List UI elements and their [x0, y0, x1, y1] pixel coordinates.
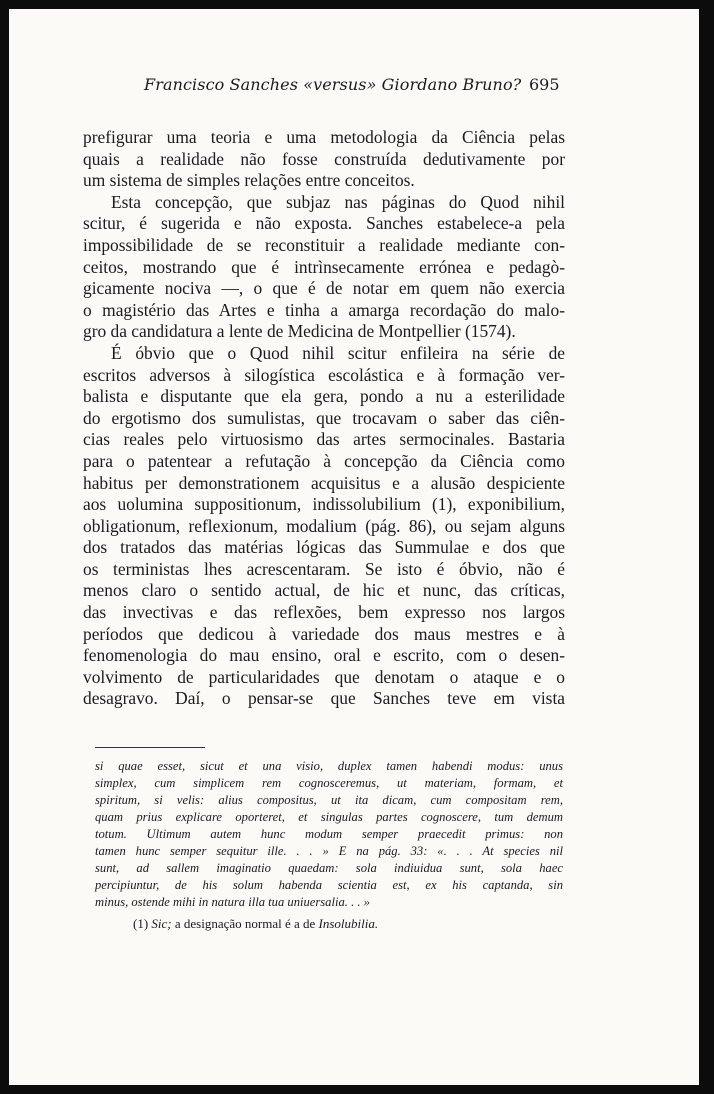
body-line: os terministas lhes acrescentaram. Se isto é óbvio, não é	[83, 558, 565, 579]
body-line: cias reales pelo virtuosismo das artes sermocinales. Bastaria	[83, 429, 565, 450]
body-line: scitur, é sugerida e não exposta. Sanches estabelece-a pela	[83, 213, 565, 234]
body-line: escritos adversos à silogística escolástica e à formação ver-	[83, 364, 565, 385]
body-line: desagravo. Daí, o pensar-se que Sanches teve em vista	[83, 688, 565, 709]
note-line: sunt, ad sallem imaginatio quaedam: sola indiuidua sunt, sola haec	[95, 861, 563, 875]
body-line: gro da candidatura a lente de Medicina de Montpellier (1574).	[83, 321, 516, 342]
page-number: 695	[529, 75, 560, 94]
footnote-sic: Sic;	[151, 916, 172, 931]
body-line: menos claro o sentido actual, de hic et nunc, das críticas,	[83, 580, 565, 601]
body-line: das invectivas e das reflexões, bem expresso nos largos	[83, 602, 565, 623]
body-line: Esta concepção, que subjaz nas páginas do Quod nihil	[111, 191, 565, 212]
running-title: Francisco Sanches «versus» Giordano Bruno?	[144, 75, 522, 94]
note-line: tamen hunc semper sequitur ille. . . » E na pág. 33: «. . . At species nil	[95, 844, 563, 858]
body-line: prefigurar uma teoria e uma metodologia da Ciência pelas	[83, 127, 565, 147]
footnote-divider	[95, 747, 205, 748]
body-line: obligationum, reflexionum, modalium (pág. 86), ou sejam alguns	[83, 515, 565, 536]
footnote-marker: (1)	[133, 916, 149, 931]
body-line: aos uolumina suppositionum, indissolubilium (1), exponibilium,	[83, 494, 565, 515]
note-line: si quae esset, sicut et una visio, duplex tamen habendi modus: unus	[95, 759, 563, 773]
footnote-1	[95, 915, 563, 932]
body-line: fenomenologia do mau ensino, oral e escrito, com o desen-	[83, 645, 565, 666]
body-line: gicamente nociva —, o que é de notar em quem não exercia	[83, 278, 565, 299]
body-line: habitus per demonstrationem acquisitus e a alusão despiciente	[83, 472, 565, 493]
body-text	[83, 127, 565, 710]
body-line: volvimento de particularidades que denotam o ataque e o	[83, 666, 565, 687]
book-page	[9, 9, 699, 1085]
note-line: simplex, cum simplicem rem cognosceremus, ut materiam, formam, et	[95, 776, 563, 790]
body-line: do ergotismo dos sumulistas, que trocavam o saber das ciên-	[83, 407, 565, 428]
body-line: impossibilidade de se reconstituir a realidade mediante con-	[83, 234, 565, 255]
note-line: percipiuntur, de his solum habenda scientia est, ex his captanda, sin	[95, 878, 563, 892]
body-line: o magistério das Artes e tinha a amarga recordação do malo-	[83, 299, 565, 320]
body-line: ceitos, mostrando que é intrìnsecamente errónea e pedagò-	[83, 256, 565, 277]
body-line: balista e disputante que ela gera, pondo a nu a esterilidade	[83, 386, 565, 407]
footnote-text: a designação normal é a de	[174, 916, 316, 931]
body-line: períodos que dedicou à variedade dos maus mestres e à	[83, 623, 565, 644]
note-line: spiritum, si velis: alius compositus, ut ita dicam, cum compositam rem,	[95, 793, 563, 807]
body-line: É óbvio que o Quod nihil scitur enfileira na série de	[111, 342, 565, 363]
note-line: quam prius explicare oporteret, et singulas partes cognoscere, tum demum	[95, 810, 563, 824]
body-line: quais a realidade não fosse construída dedutivamente por	[83, 148, 565, 169]
body-line: para o patentear a refutação à concepção da Ciência como	[83, 450, 565, 471]
footnote-term: Insolubilia.	[318, 916, 379, 931]
body-line: dos tratados das matérias lógicas das Summulae e dos que	[83, 537, 565, 558]
footnotes	[95, 758, 563, 932]
body-line: um sistema de simples relações entre conceitos.	[83, 170, 415, 191]
note-line: totum. Ultimum autem hunc modum semper praecedit primus: non	[95, 827, 563, 841]
running-head	[144, 75, 564, 94]
note-line: minus, ostende mihi in natura illa tua uniuersalia. . . »	[95, 895, 370, 909]
